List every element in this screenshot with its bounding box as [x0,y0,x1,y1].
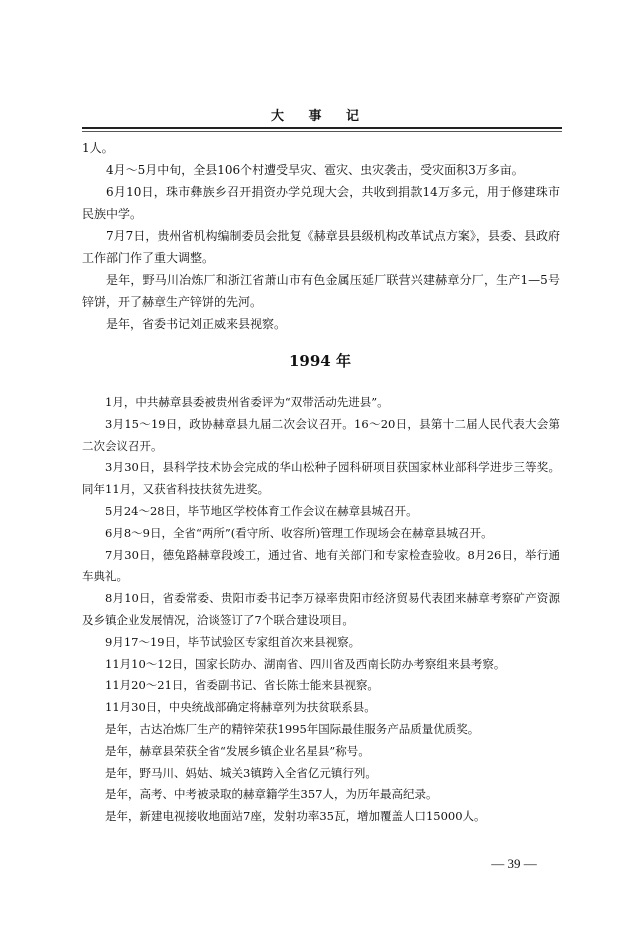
paragraph: 11月30日，中央统战部确定将赫章列为扶贫联系县。 [105,700,376,715]
page-number: — 39 — [491,856,537,871]
header-rule-thick [82,127,562,129]
year-1994-events [82,392,560,828]
paragraph: 1人。 [82,141,114,155]
paragraph: 9月17～19日，毕节试验区专家组首次来县视察。 [105,634,361,649]
paragraph: 是年，新建电视接收地面站7座，发射功率35瓦，增加覆盖人口15000人。 [105,809,486,824]
paragraph: 是年，野马川、妈姑、城关3镇跨入全省亿元镇行列。 [105,765,377,780]
paragraph: 1月，中共赫章县委被贵州省委评为“双带活动先进县”。 [105,395,389,409]
paragraph: 是年，赫章县荣获全省“发展乡镇企业名星县”称号。 [105,743,370,758]
paragraph: 3月30日，县科学技术协会完成的华山松种子园科研项目获国家林业部科学进步三等奖。同年11月，又获省科技扶贫先进奖。 [82,460,560,497]
paragraph: 是年，高考、中考被录取的赫章籍学生357人，为历年最高纪录。 [105,787,438,802]
paragraph: 4月～5月中旬，全县106个村遭受旱灾、雹灾、虫灾袭击，受灾面积3万多亩。 [106,163,524,177]
previous-year-continuation [82,137,560,335]
paragraph: 3月15～19日，政协赫章县九届二次会议召开。16～20日，县第十二届人民代表大会第二次会议召开。 [82,416,560,453]
paragraph: 7月7日，贵州省机构编制委员会批复《赫章县县级机构改革试点方案》，县委、县政府工作部门作了重大调整。 [82,229,560,265]
paragraph: 11月10～12日，国家长防办、湖南省、四川省及西南长防办考察组来县考察。 [105,656,506,671]
header-rule-thin [82,131,562,132]
paragraph: 7月30日，德兔路赫章段竣工，通过省、地有关部门和专家检查验收。8月26日，举行通车典礼。 [82,547,560,584]
paragraph: 是年，省委书记刘正威来县视察。 [106,317,287,331]
paragraph: 5月24～28日，毕节地区学校体育工作会议在赫章县城召开。 [105,503,418,518]
paragraph: 11月20～21日，省委副书记、省长陈士能来县视察。 [105,678,379,693]
running-header-title: 大 事 记 [270,109,370,124]
paragraph: 8月10日，省委常委、贵阳市委书记李万禄率贵阳市经济贸易代表团来赫章考察矿产资源及乡镇企业发展情况，洽谈签订了7个联合建设项目。 [82,591,560,627]
paragraph: 6月8～9日，全省“两所”(看守所、收容所)管理工作现场会在赫章县城召开。 [105,525,493,540]
paragraph: 是年，古达冶炼厂生产的精锌荣获1995年国际最佳服务产品质量优质奖。 [105,721,480,736]
paragraph: 6月10日，珠市彝族乡召开捐资办学兑现大会，共收到捐款14万多元，用于修建珠市民族中学。 [82,185,560,221]
paragraph: 是年，野马川冶炼厂和浙江省萧山市有色金属压延厂联营兴建赫章分厂，生产1—5号锌饼，开了赫章生产锌饼的先河。 [82,273,560,309]
year-heading: 1994 年 [289,352,351,370]
